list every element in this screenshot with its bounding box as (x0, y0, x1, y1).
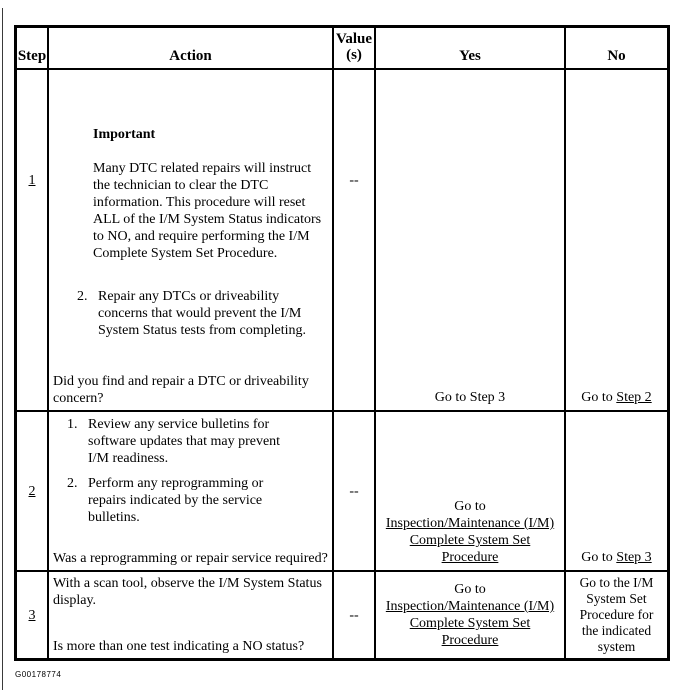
row2-list-item-1 (67, 416, 328, 467)
row1-important-block (93, 126, 325, 262)
row1-list-item-text: Repair any DTCs or driveability concerns that would prevent the I/M System Status tests from completing. (98, 289, 307, 338)
row3-step-number-link[interactable]: 3 (28, 607, 36, 623)
row1-step-number-link[interactable]: 1 (28, 173, 36, 188)
row2-question: Was a reprogramming or repair service required? (53, 551, 328, 566)
link-step-3[interactable]: Step 3 (616, 550, 652, 565)
row3-value-cell (333, 571, 375, 659)
link-step-2[interactable]: Step 2 (616, 390, 652, 405)
row2-list-item-1-number: 1. (67, 417, 78, 432)
header-action-cell (48, 27, 333, 69)
row3-no-cell (565, 571, 668, 659)
header-step-cell (16, 27, 48, 69)
row2-action-cell (48, 411, 333, 571)
row1-important-text: Many DTC related repairs will instruct the technician to clear the DTC information. This procedure will reset ALL of the I/M System Status indicators to NO, and require performing the I/M Complete System Set Procedure. (93, 161, 322, 261)
row3-no-text: Go to the I/M System Set Procedure for the indicated system (579, 575, 654, 654)
row3-value: -- (349, 607, 359, 623)
scan-edge-artifact (2, 8, 3, 690)
row1-yes-text: Go to Step 3 (434, 390, 506, 405)
row1-list-item (77, 288, 328, 339)
header-step-label: Step (17, 48, 47, 64)
row3-action-text: With a scan tool, observe the I/M System Status display. (53, 576, 322, 608)
row2-list-item-1-text: Review any service bulletins for software updates that may prevent I/M readiness. (88, 417, 281, 466)
row1-step-cell (16, 69, 48, 411)
header-values-label-line2: (s) (346, 47, 362, 63)
row2-list-item-2-text: Perform any reprogramming or repairs indicated by the service bulletins. (88, 476, 264, 525)
diagnostic-procedure-table (14, 25, 670, 661)
figure-code: G00178774 (15, 670, 62, 679)
header-yes-cell (375, 27, 565, 69)
row3-action-cell (48, 571, 333, 659)
row3-yes-prefix: Go to (454, 582, 486, 597)
header-action-label: Action (169, 48, 212, 64)
row2-no-goto (581, 549, 651, 566)
row2-step-number-link[interactable]: 2 (28, 483, 36, 499)
row2-value-cell (333, 411, 375, 571)
row1-value-cell (333, 69, 375, 411)
row2-list-item-2 (67, 475, 328, 526)
row2-step-cell (16, 411, 48, 571)
row1-list-item-number: 2. (77, 289, 88, 304)
row1-important-title: Important (93, 127, 156, 142)
row1-no-prefix: Go to (581, 390, 617, 405)
row1-no-cell (565, 69, 668, 411)
row2-list-item-2-number: 2. (67, 476, 78, 491)
link-im-complete-system-set-procedure[interactable]: Inspection/Maintenance (I/M) Complete System Set Procedure (385, 516, 555, 565)
header-values-cell (333, 27, 375, 69)
row1-no-goto (581, 389, 651, 406)
header-yes-label: Yes (459, 48, 481, 64)
header-no-cell (565, 27, 668, 69)
row2-yes-prefix: Go to (454, 499, 486, 514)
row1-value: -- (349, 173, 359, 188)
header-no-label: No (607, 48, 626, 64)
row2-yes-cell (375, 411, 565, 571)
row3-step-cell (16, 571, 48, 659)
row3-yes-cell (375, 571, 565, 659)
row2-value: -- (349, 483, 359, 499)
row2-no-prefix: Go to (581, 550, 617, 565)
header-values-label-line1: Value (335, 31, 373, 47)
row1-action-cell (48, 69, 333, 411)
row1-yes-cell (375, 69, 565, 411)
link-im-complete-system-set-procedure-2[interactable]: Inspection/Maintenance (I/M) Complete System Set Procedure (385, 599, 555, 648)
row1-question: Did you find and repair a DTC or driveability concern? (53, 374, 309, 406)
row3-question: Is more than one test indicating a NO status? (53, 639, 305, 654)
row2-no-cell (565, 411, 668, 571)
